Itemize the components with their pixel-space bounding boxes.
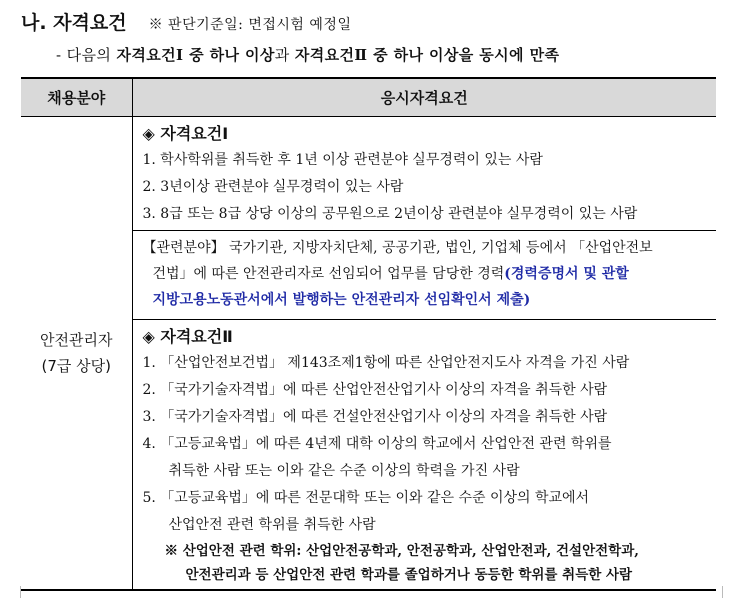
degree-note-cont: 안전관리과 등 산업안전 관련 학과를 졸업하거나 동등한 학위를 취득한 사람: [185, 567, 633, 583]
requirement-lead-text: [56, 44, 559, 65]
lead-requirement-1: 자격요건Ⅰ 중 하나 이상: [116, 46, 275, 64]
related-line-2: [143, 261, 711, 287]
section-heading: [21, 8, 351, 36]
related-line-1: 【관련분야】 국가기관, 지방자치단체, 공공기관, 법인, 기업체 등에서 「산업안전보: [142, 240, 653, 256]
related-documents-note: (경력증명서 및 관할: [504, 266, 629, 282]
header-requirements: 응시자격요건: [132, 78, 716, 117]
section-2-title: ◈ 자격요건Ⅱ: [142, 327, 233, 346]
reference-date-note: ※ 판단기준일: 면접시험 예정일: [148, 17, 352, 33]
list-item: 1. 「산업안전보건법」 제143조제1항에 따른 산업안전지도사 자격을 가진 사람: [142, 355, 630, 371]
list-item: 3. 8급 또는 8급 상당 이상의 공무원으로 2년이상 관련분야 실무경력이 있는 사람: [142, 206, 638, 222]
list-item: 5. 「고등교육법」에 따른 전문대학 또는 이와 같은 수준 이상의 학교에서: [142, 490, 590, 506]
field-name: 안전관리자: [40, 331, 113, 349]
list-item-continued: 산업안전 관련 학위를 취득한 사람: [168, 517, 376, 533]
section-1-title: ◈ 자격요건Ⅰ: [142, 124, 229, 143]
related-field-note: [133, 230, 717, 320]
table-header-row: [21, 78, 716, 117]
list-item-continued: 취득한 사람 또는 이와 같은 수준 이상의 학력을 가진 사람: [168, 463, 520, 479]
heading-title: 나. 자격요건: [21, 12, 127, 34]
list-item: 4. 「고등교육법」에 따른 4년제 대학 이상의 학교에서 산업안전 관련 학위를: [142, 436, 612, 452]
qualification-table: [21, 77, 716, 591]
lead-connector: 과: [274, 46, 295, 64]
field-grade: (7급 상당): [41, 357, 111, 375]
degree-note: ※ 산업안전 관련 학위: 산업안전공학과, 안전공학과, 산업안전과, 건설안전학과,: [164, 543, 639, 559]
page-corner-mark: [722, 586, 735, 598]
requirement-section-2: [133, 320, 717, 589]
requirement-section-1: [133, 117, 717, 230]
related-line-2-text: 건법」에 따른 안전관리자로 선임되어 업무를 담당한 경력: [152, 266, 505, 282]
lead-requirement-2: 자격요건Ⅱ 중 하나 이상을 동시에 만족: [294, 46, 560, 64]
lead-prefix: - 다음의: [56, 46, 117, 64]
related-documents-note-cont: 지방고용노동관서에서 발행하는 안전관리자 선임확인서 제출): [152, 292, 531, 308]
requirements-cell: [132, 117, 716, 591]
field-cell: [21, 117, 132, 591]
page-corner-mark: [8, 586, 21, 598]
table-row: [21, 117, 716, 591]
list-item: 3. 「국가기술자격법」에 따른 건설안전산업기사 이상의 자격을 취득한 사람: [142, 409, 608, 425]
list-item: 1. 학사학위를 취득한 후 1년 이상 관련분야 실무경력이 있는 사람: [142, 152, 543, 168]
header-field: 채용분야: [21, 78, 132, 117]
list-item: 2. 「국가기술자격법」에 따른 산업안전산업기사 이상의 자격을 취득한 사람: [142, 382, 608, 398]
list-item: 2. 3년이상 관련분야 실무경력이 있는 사람: [142, 179, 404, 195]
